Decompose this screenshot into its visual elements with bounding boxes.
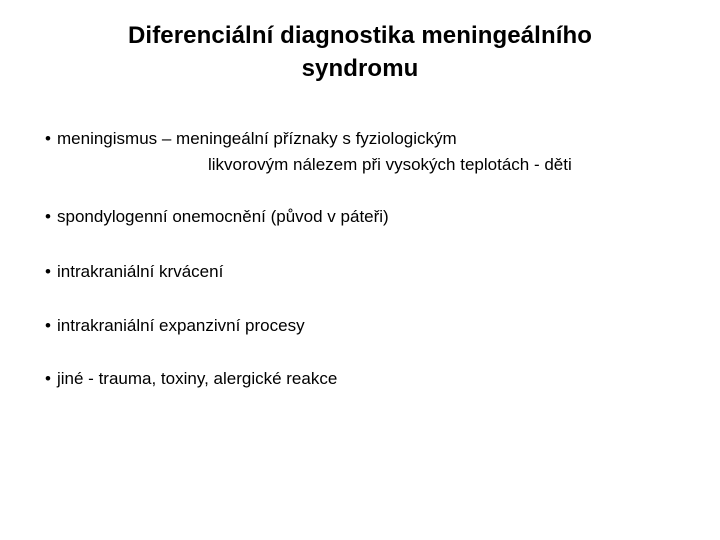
list-item-spondylogenni	[45, 204, 389, 230]
list-item-text: intrakraniální expanzivní procesy	[57, 316, 305, 335]
list-item-expanzivni-procesy	[45, 313, 305, 339]
bullet-dot-icon: •	[45, 207, 51, 226]
bullet-dot-icon: •	[45, 262, 51, 281]
bullet-dot-icon: •	[45, 316, 51, 335]
list-item-krvaceni	[45, 259, 223, 285]
list-item-continuation: likvorovým nálezem při vysokých teplotách - děti	[208, 155, 572, 174]
slide-title-line-2: syndromu	[301, 55, 419, 82]
list-item-text: jiné - trauma, toxiny, alergické reakce	[57, 369, 338, 388]
list-item-jine	[45, 366, 337, 392]
list-item-text: intrakraniální krvácení	[57, 262, 224, 281]
list-item-text: meningismus – meningeální příznaky s fyziologickým	[57, 129, 457, 148]
bullet-dot-icon: •	[45, 129, 51, 148]
list-item-text: spondylogenní onemocnění (původ v páteři)	[57, 207, 389, 226]
slide-title-line-1: Diferenciální diagnostika meningeálního	[128, 22, 592, 49]
bullet-dot-icon: •	[45, 369, 51, 388]
list-item-meningismus	[45, 126, 572, 174]
slide-title	[40, 19, 680, 85]
